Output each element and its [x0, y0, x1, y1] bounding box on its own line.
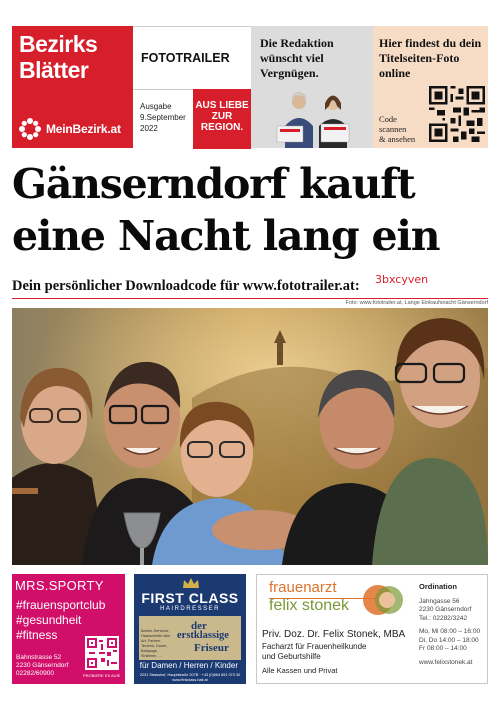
- meinbezirk-logo[interactable]: [18, 117, 121, 141]
- download-row: [12, 273, 488, 295]
- brand-name-line2: Blätter: [19, 57, 89, 83]
- circles-logo-icon: [361, 582, 405, 618]
- sporty-address: [16, 654, 68, 678]
- editorial-text: Die Redaktion wünscht viel Vergnügen.: [260, 36, 334, 80]
- supplement-block: [133, 26, 251, 148]
- scan-hint-line3: & ansehen: [379, 134, 416, 144]
- online-photo-heading: Hier findest du dein Titelseiten-Foto online: [379, 36, 482, 80]
- scan-hint: [379, 114, 415, 144]
- sporty-qr-caption: PROBIERE ES AUS!: [83, 673, 121, 678]
- firstclass-sub: HAIRDRESSER: [160, 606, 220, 612]
- stonek-hours: Di, Do 14:00 – 18:00: [419, 636, 479, 644]
- photo-credit: Foto: www.fototrailer.at, Lange Einkaufsnacht Gänserndorf: [345, 300, 488, 306]
- firstclass-slogan-1: der: [191, 620, 207, 632]
- download-text: Dein persönlicher Downloadcode für www.fototrailer.at:: [12, 278, 360, 294]
- sporty-tag: #gesundheit: [16, 613, 82, 627]
- cover-photo: [12, 308, 488, 565]
- stonek-phone: Tel.: 02282/3242: [419, 614, 468, 622]
- stonek-office-info: [419, 583, 487, 667]
- stonek-brand-line2: felix stonek: [269, 597, 350, 614]
- sporty-phone: 02282/60900: [16, 670, 54, 677]
- divider: [12, 298, 488, 299]
- stonek-brand-line1: frauenarzt: [269, 579, 337, 596]
- stonek-insurance: Alle Kassen und Privat: [262, 666, 338, 675]
- ad-first-class[interactable]: [134, 574, 246, 684]
- stonek-doctor: Priv. Doz. Dr. Felix Stonek, MBA: [262, 629, 406, 640]
- ad-frauenarzt-stonek[interactable]: [256, 574, 488, 684]
- stonek-city: 2230 Gänserndorf: [419, 606, 472, 613]
- qr-code-icon[interactable]: [429, 86, 485, 142]
- firstclass-address: 2231 Strasshof, Hauptstraße 207B · +43 (0)664 651 073 30: [139, 673, 241, 677]
- brand-name-line1: Bezirks: [19, 31, 98, 57]
- stonek-specialty-line2: und Geburtshilfe: [262, 652, 321, 661]
- scan-hint-line1: Code: [379, 114, 397, 124]
- sporty-tag: #fitness: [16, 628, 58, 642]
- issue-date: 9.September 2022: [140, 113, 186, 133]
- sporty-tag: #frauensportclub: [16, 598, 106, 612]
- stonek-hours: Fr 08:00 – 14:00: [419, 645, 467, 652]
- brand-block: [12, 26, 133, 148]
- download-code[interactable]: 3bxcyven: [375, 273, 429, 286]
- firstclass-slogan-2: erstklassige: [177, 630, 229, 641]
- flower-icon: [18, 117, 42, 141]
- firstclass-contact: [134, 673, 246, 683]
- qr-code-icon[interactable]: [85, 636, 119, 670]
- stonek-street: Jahngasse 56: [419, 597, 460, 605]
- sporty-name: MRS.SPORTY: [15, 578, 104, 593]
- brand-name: [19, 31, 97, 83]
- issue-label: Ausgabe: [140, 102, 172, 111]
- brand-site: MeinBezirk.at: [46, 122, 121, 136]
- supplement-label: FOTOTRAILER: [141, 51, 230, 65]
- stonek-hours: Mo, Mi 08:00 – 16:00: [419, 628, 481, 635]
- stonek-website[interactable]: www.felixstonek.at: [419, 658, 473, 666]
- masthead: [12, 26, 488, 148]
- stonek-specialty-line1: Facharzt für Frauenheilkunde: [262, 642, 367, 651]
- firstclass-services: Barber-Services, Haarschnitte aller Art, Farben-Technik, Dauer, Balayage, Strähnen, ...: [141, 629, 171, 658]
- sporty-city: 2230 Gänserndorf: [16, 662, 69, 669]
- slogan-badge: AUS LIEBE ZUR REGION.: [193, 89, 251, 149]
- editorial-teaser: [251, 26, 373, 148]
- online-photo-teaser: [373, 26, 488, 148]
- firstclass-website[interactable]: www.firstclass-hair.at: [172, 678, 208, 682]
- headline-line2: eine Nacht lang ein: [12, 212, 440, 260]
- ad-mrs-sporty[interactable]: [12, 574, 125, 684]
- firstclass-slogan-3: Friseur: [194, 642, 229, 654]
- firstclass-audience: für Damen / Herren / Kinder: [139, 660, 241, 672]
- crown-icon: [182, 577, 200, 589]
- group-photo: [12, 308, 488, 565]
- scan-hint-line2: scannen: [379, 124, 407, 134]
- editors-photo: [271, 86, 363, 148]
- headline: [12, 158, 492, 262]
- stonek-specialty: [262, 642, 367, 662]
- stonek-hours-title: Ordination: [419, 582, 457, 591]
- firstclass-name: FIRST CLASS: [141, 590, 239, 606]
- headline-line1: Gänserndorf kauft: [12, 160, 415, 208]
- issue-meta: [140, 101, 188, 134]
- firstclass-panel: [139, 616, 241, 660]
- ad-row: [12, 574, 488, 684]
- sporty-street: Bahnstrasse 52: [16, 654, 62, 661]
